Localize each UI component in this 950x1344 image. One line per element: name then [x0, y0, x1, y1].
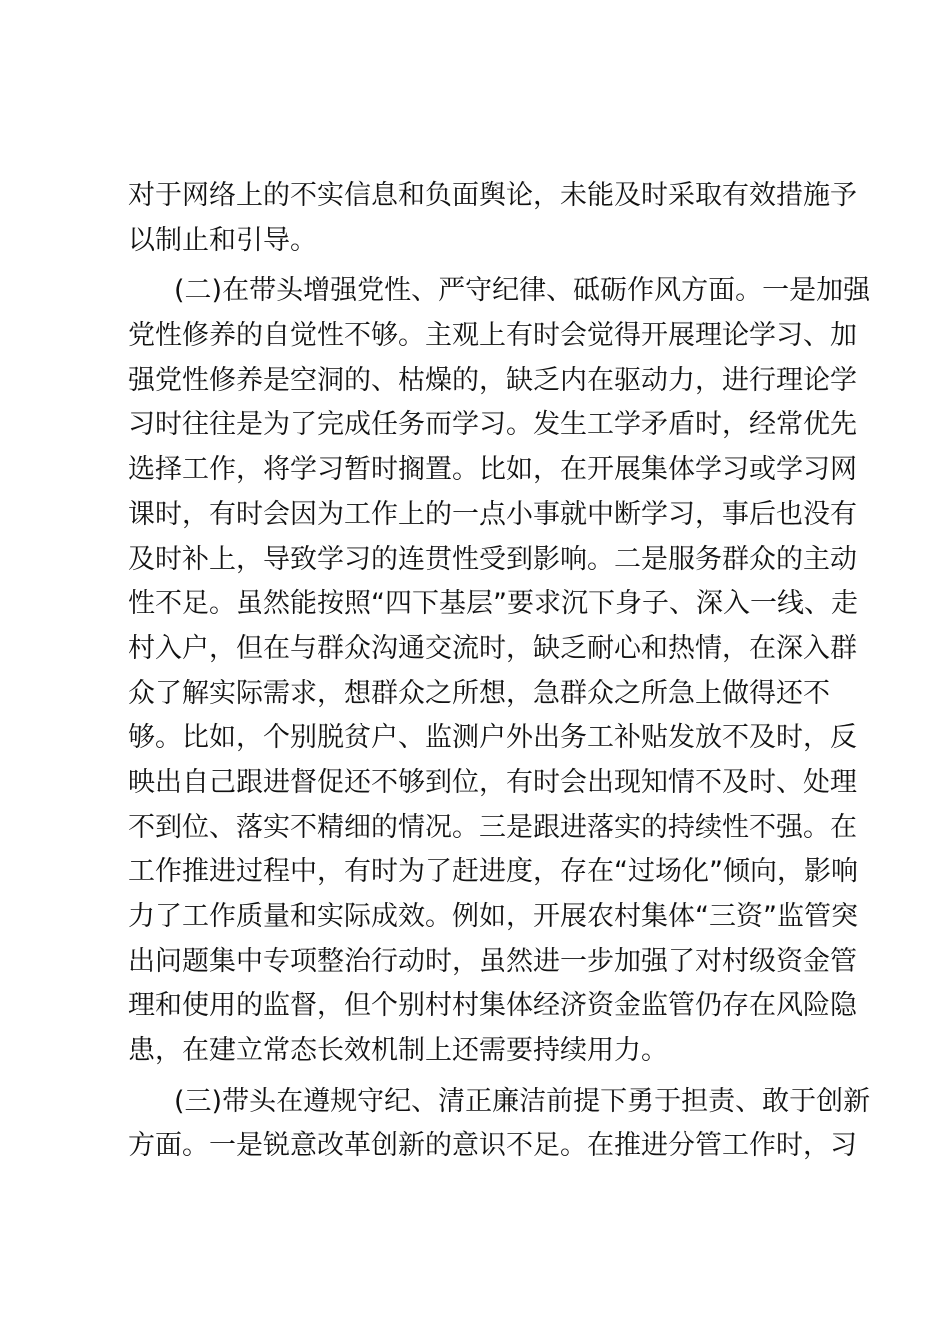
text-line: 对于网络上的不实信息和负面舆论，未能及时采取有效措施予: [128, 180, 857, 211]
text-line: 不到位、落实不精细的情况。三是跟进落实的持续性不强。在: [128, 811, 857, 843]
text-line: 映出自己跟进督促还不够到位，有时会出现知情不及时、处理: [128, 766, 857, 798]
text-line: 村入户，但在与群众沟通交流时，缺乏耐心和热情，在深入群: [128, 632, 857, 664]
text-line: 选择工作，将学习暂时搁置。比如，在开展集体学习或学习网: [128, 454, 857, 486]
text-line: 出问题集中专项整治行动时，虽然进一步加强了对村级资金管: [128, 945, 857, 977]
document-body: [128, 174, 871, 1169]
text-line: 以制止和引导。: [128, 224, 317, 256]
paragraph-section-three: [128, 1080, 871, 1169]
text-line: 及时补上，导致学习的连贯性受到影响。二是服务群众的主动: [128, 543, 857, 575]
text-line: 够。比如，个别脱贫户、监测户外出务工补贴发放不及时，反: [128, 722, 857, 754]
text-line: 方面。一是锐意改革创新的意识不足。在推进分管工作时，习: [128, 1130, 857, 1162]
text-line: (二)在带头增强党性、严守纪律、砥砺作风方面。一是加强: [174, 275, 871, 307]
paragraph-section-two: [128, 269, 871, 1073]
text-line: 性不足。虽然能按照“四下基层”要求沉下身子、深入一线、走: [128, 588, 858, 620]
text-line: 众了解实际需求，想群众之所想，急群众之所急上做得还不: [128, 677, 830, 709]
text-line: 强党性修养是空洞的、枯燥的，缺乏内在驱动力，进行理论学: [128, 364, 857, 396]
text-line: 习时往往是为了完成任务而学习。发生工学矛盾时，经常优先: [128, 409, 857, 441]
text-line: 党性修养的自觉性不够。主观上有时会觉得开展理论学习、加: [128, 320, 857, 352]
text-line: 课时，有时会因为工作上的一点小事就中断学习，事后也没有: [128, 498, 857, 530]
text-line: 患，在建立常态长效机制上还需要持续用力。: [128, 1035, 668, 1067]
text-line: (三)带头在遵规守纪、清正廉洁前提下勇于担责、敢于创新: [174, 1085, 871, 1117]
text-line: 工作推进过程中，有时为了赶进度，存在“过场化”倾向，影响: [128, 856, 858, 888]
paragraph-continuation: [128, 174, 857, 263]
text-line: 理和使用的监督，但个别村村集体经济资金监管仍存在风险隐: [128, 990, 857, 1022]
text-line: 力了工作质量和实际成效。例如，开展农村集体“三资”监管突: [128, 901, 858, 932]
